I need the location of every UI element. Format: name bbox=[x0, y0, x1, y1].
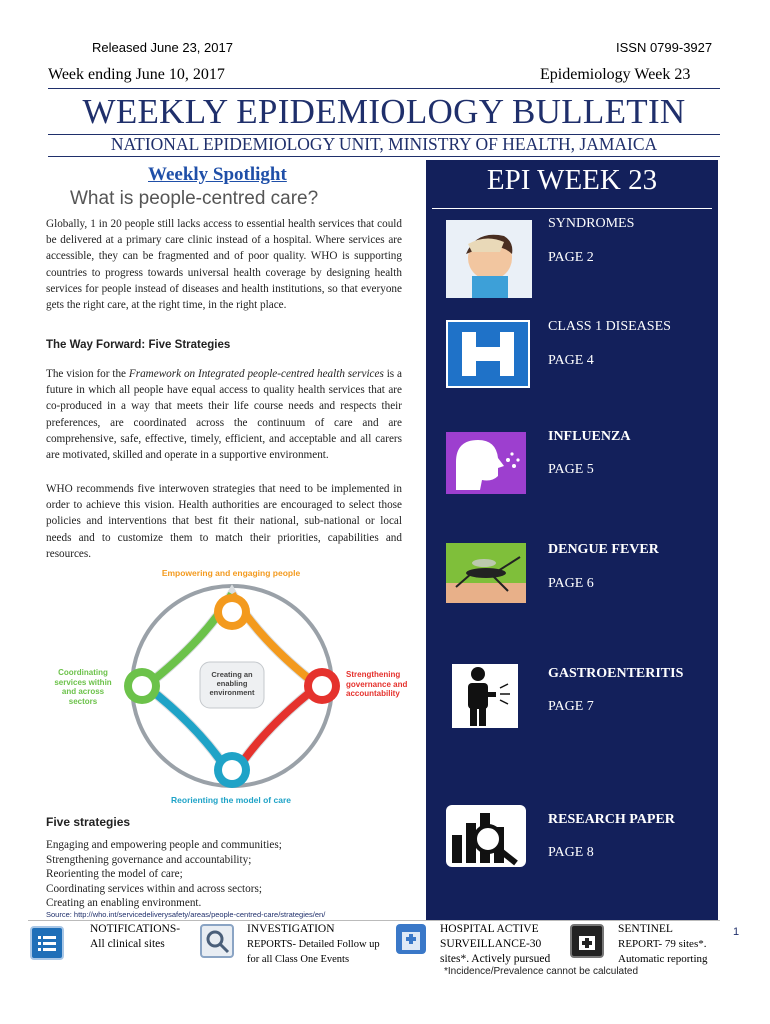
spotlight-heading: What is people-centred care? bbox=[70, 188, 319, 209]
investigation-title: INVESTIGATION bbox=[247, 923, 335, 935]
diagram-label-bottom: Reorienting the model of care bbox=[171, 795, 291, 805]
mosquito-icon bbox=[446, 543, 526, 603]
notifications-body: All clinical sites bbox=[90, 938, 165, 950]
panel-page-syndromes[interactable]: PAGE 2 bbox=[548, 250, 594, 265]
hospital-title: HOSPITAL ACTIVE bbox=[440, 923, 539, 935]
hospital-h-icon bbox=[446, 320, 530, 388]
header-rule-top bbox=[48, 88, 720, 89]
diagram-label-center: Creating an enabling environment bbox=[209, 670, 255, 697]
panel-item-dengue[interactable]: DENGUE FEVER bbox=[548, 542, 659, 557]
list-icon bbox=[30, 926, 64, 960]
page-number: 1 bbox=[733, 926, 740, 938]
notifications-title: NOTIFICATIONS- bbox=[90, 923, 181, 935]
strategy-item: Reorienting the model of care; bbox=[46, 868, 183, 881]
vision-paragraph bbox=[46, 366, 402, 463]
sentinel-title: SENTINEL bbox=[618, 923, 673, 935]
research-chart-graphic bbox=[446, 805, 526, 867]
strategy-item: Coordinating services within and across sectors; bbox=[46, 882, 262, 895]
five-strategies-heading: Five strategies bbox=[46, 815, 131, 829]
sick-child-icon bbox=[446, 220, 532, 298]
sneeze-icon bbox=[446, 432, 526, 494]
weekly-spotlight-label: Weekly Spotlight bbox=[148, 164, 287, 185]
list-graphic bbox=[32, 928, 62, 958]
five-strategies-diagram bbox=[50, 566, 422, 808]
panel-item-influenza[interactable]: INFLUENZA bbox=[548, 429, 631, 444]
medical-cross-graphic bbox=[572, 926, 602, 956]
who-recommends-paragraph: WHO recommends five interwoven strategies that need to be implemented in order to achieve this vision. Health authorities are encouraged to select those policies and interventions that best fit their national, sub-national or local needs and to customize them to match their priorities, capabilities and resources. bbox=[46, 483, 402, 560]
panel-item-research[interactable]: RESEARCH PAPER bbox=[548, 812, 675, 827]
vision-pre: The vision for the bbox=[46, 368, 129, 380]
header-rule-bottom bbox=[48, 156, 720, 157]
research-chart-icon bbox=[446, 805, 526, 867]
way-forward-heading: The Way Forward: Five Strategies bbox=[46, 339, 231, 351]
strategy-item: Engaging and empowering people and communities; bbox=[46, 839, 282, 851]
panel-page-dengue[interactable]: PAGE 6 bbox=[548, 576, 594, 591]
medical-cross-icon bbox=[570, 924, 604, 958]
sick-child-graphic bbox=[446, 220, 532, 298]
panel-title: EPI WEEK 23 bbox=[486, 164, 658, 196]
week-ending: Week ending June 10, 2017 bbox=[48, 66, 225, 83]
strategies-list bbox=[46, 838, 282, 911]
panel-item-gastroenteritis[interactable]: GASTROENTERITIS bbox=[548, 666, 684, 681]
page-subtitle: NATIONAL EPIDEMIOLOGY UNIT, MINISTRY OF HEALTH, JAMAICA bbox=[110, 134, 658, 154]
hospital-building-graphic bbox=[396, 924, 426, 954]
magnifier-report-icon bbox=[200, 924, 234, 958]
hospital-body: SURVEILLANCE-30 sites*. Actively pursued bbox=[440, 938, 551, 965]
spotlight-intro: Globally, 1 in 20 people still lacks access to essential health services that could be delivered at a primary care clinic instead of a hospital. Where services are accessible, they can be fragmented and of poor quality. WHO is supporting countries to progress towards universal health coverage by designing health services for people instead of diseases and health institutions, so that everyone gets the right care, at the right time, in the right place. bbox=[46, 218, 402, 312]
investigation-body: REPORTS- Detailed Follow up for all Class One Events bbox=[247, 939, 380, 965]
issn: ISSN 0799-3927 bbox=[616, 40, 713, 55]
panel-page-influenza[interactable]: PAGE 5 bbox=[548, 462, 594, 477]
vision-post: is a future in which all people have equal access to quality health services that are co-produced in a way that meets their life course needs and respects their preferences, are coordinated across the continuum of care and are comprehensive, safe, effective, timely, efficient, and acceptable and all carers are motivated, skilled and operate in a supportive environment. bbox=[46, 368, 402, 462]
source-citation: Source: http://who.int/servicedeliverysafety/areas/people-centred-care/strategies/en/ bbox=[46, 910, 326, 919]
hospital-h-graphic bbox=[448, 322, 528, 386]
panel-page-class1[interactable]: PAGE 4 bbox=[548, 353, 594, 368]
epidemiology-week: Epidemiology Week 23 bbox=[540, 66, 691, 83]
panel-page-research[interactable]: PAGE 8 bbox=[548, 845, 594, 860]
release-date: Released June 23, 2017 bbox=[92, 40, 233, 55]
diagram-label-left: Coordinating services within and across sectors bbox=[54, 668, 112, 706]
strategy-item: Strengthening governance and accountability; bbox=[46, 853, 252, 866]
hospital-building-icon bbox=[396, 924, 426, 954]
diagram-label-top: Empowering and engaging people bbox=[161, 568, 301, 578]
strategy-item: Creating an enabling environment. bbox=[46, 897, 202, 910]
panel-title-rule bbox=[432, 208, 712, 209]
sneeze-graphic bbox=[446, 432, 526, 494]
panel-item-syndromes[interactable]: SYNDROMES bbox=[548, 216, 635, 231]
footer-rule bbox=[28, 920, 720, 921]
panel-item-class1[interactable]: CLASS 1 DISEASES bbox=[548, 319, 671, 334]
incidence-note: *Incidence/Prevalence cannot be calculated bbox=[444, 966, 639, 977]
mosquito-graphic bbox=[446, 543, 526, 603]
page-title: WEEKLY EPIDEMIOLOGY BULLETIN bbox=[82, 92, 686, 131]
stomach-ache-icon bbox=[452, 664, 518, 728]
stomach-ache-graphic bbox=[452, 664, 518, 728]
panel-page-gastroenteritis[interactable]: PAGE 7 bbox=[548, 699, 594, 714]
diagram-label-right: Strengthening governance and accountability bbox=[346, 670, 408, 698]
magnifier-report-graphic bbox=[202, 926, 232, 956]
vision-italic: Framework on Integrated people-centred health services bbox=[128, 368, 384, 380]
sentinel-body: REPORT- 79 sites*. Automatic reporting bbox=[618, 938, 708, 965]
